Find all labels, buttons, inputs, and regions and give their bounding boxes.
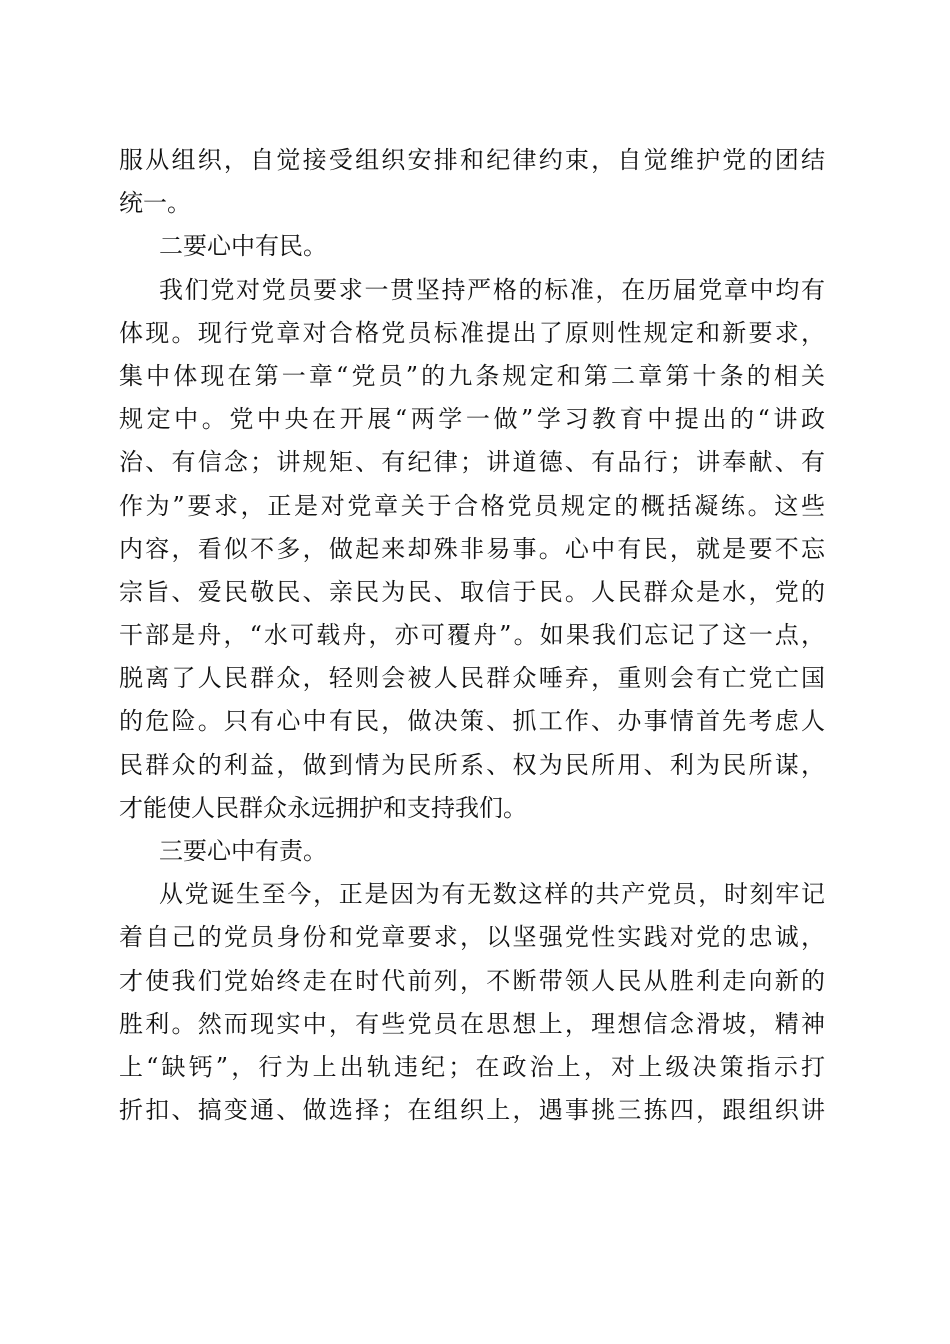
paragraph-2-line: 宗旨、爱民敬民、亲民为民、取信于民。人民群众是水，党的 bbox=[119, 577, 825, 606]
paragraph-3-line: 着自己的党员身份和党章要求，以坚强党性实践对党的忠诚， bbox=[119, 923, 825, 952]
document-page bbox=[119, 139, 825, 1132]
paragraph-2-line: 脱离了人民群众，轻则会被人民群众唾弃，重则会有亡党亡国 bbox=[119, 664, 825, 693]
paragraph-2-line: 内容，看似不多，做起来却殊非易事。心中有民，就是要不忘 bbox=[119, 534, 825, 563]
section-heading-2: 二要心中有民。 bbox=[159, 232, 327, 261]
section-heading-3: 三要心中有责。 bbox=[159, 837, 327, 865]
paragraph-2-line: 规定中。党中央在开展“两学一做”学习教育中提出的“讲政 bbox=[119, 405, 825, 434]
paragraph-2-line: 集中体现在第一章“党员”的九条规定和第二章第十条的相关 bbox=[119, 361, 825, 390]
paragraph-1-line: 统一。 bbox=[119, 189, 191, 218]
paragraph-2-line: 民群众的利益，做到情为民所系、权为民所用、利为民所谋， bbox=[119, 750, 825, 779]
paragraph-2-line: 我们党对党员要求一贯坚持严格的标准，在历届党章中均有 bbox=[159, 275, 825, 304]
paragraph-2-line: 体现。现行党章对合格党员标准提出了原则性规定和新要求， bbox=[119, 318, 825, 347]
paragraph-2-line: 的危险。只有心中有民，做决策、抓工作、办事情首先考虑人 bbox=[119, 707, 825, 736]
paragraph-1-line: 服从组织，自觉接受组织安排和纪律约束，自觉维护党的团结 bbox=[119, 146, 825, 174]
paragraph-2-line: 作为”要求，正是对党章关于合格党员规定的概括凝练。这些 bbox=[119, 491, 825, 520]
paragraph-3-line: 上“缺钙”，行为上出轨违纪；在政治上，对上级决策指示打 bbox=[119, 1052, 825, 1081]
paragraph-2-line: 干部是舟，“水可载舟，亦可覆舟”。如果我们忘记了这一点， bbox=[119, 621, 825, 650]
paragraph-2-line: 治、有信念；讲规矩、有纪律；讲道德、有品行；讲奉献、有 bbox=[119, 448, 825, 477]
paragraph-3-line: 折扣、搞变通、做选择；在组织上，遇事挑三拣四，跟组织讲 bbox=[119, 1096, 825, 1125]
paragraph-2-line: 才能使人民群众永远拥护和支持我们。 bbox=[119, 793, 527, 822]
paragraph-3-line: 胜利。然而现实中，有些党员在思想上，理想信念滑坡，精神 bbox=[119, 1009, 825, 1038]
paragraph-3-line: 才使我们党始终走在时代前列，不断带领人民从胜利走向新的 bbox=[119, 966, 825, 995]
paragraph-3-line: 从党诞生至今，正是因为有无数这样的共产党员，时刻牢记 bbox=[159, 880, 825, 909]
